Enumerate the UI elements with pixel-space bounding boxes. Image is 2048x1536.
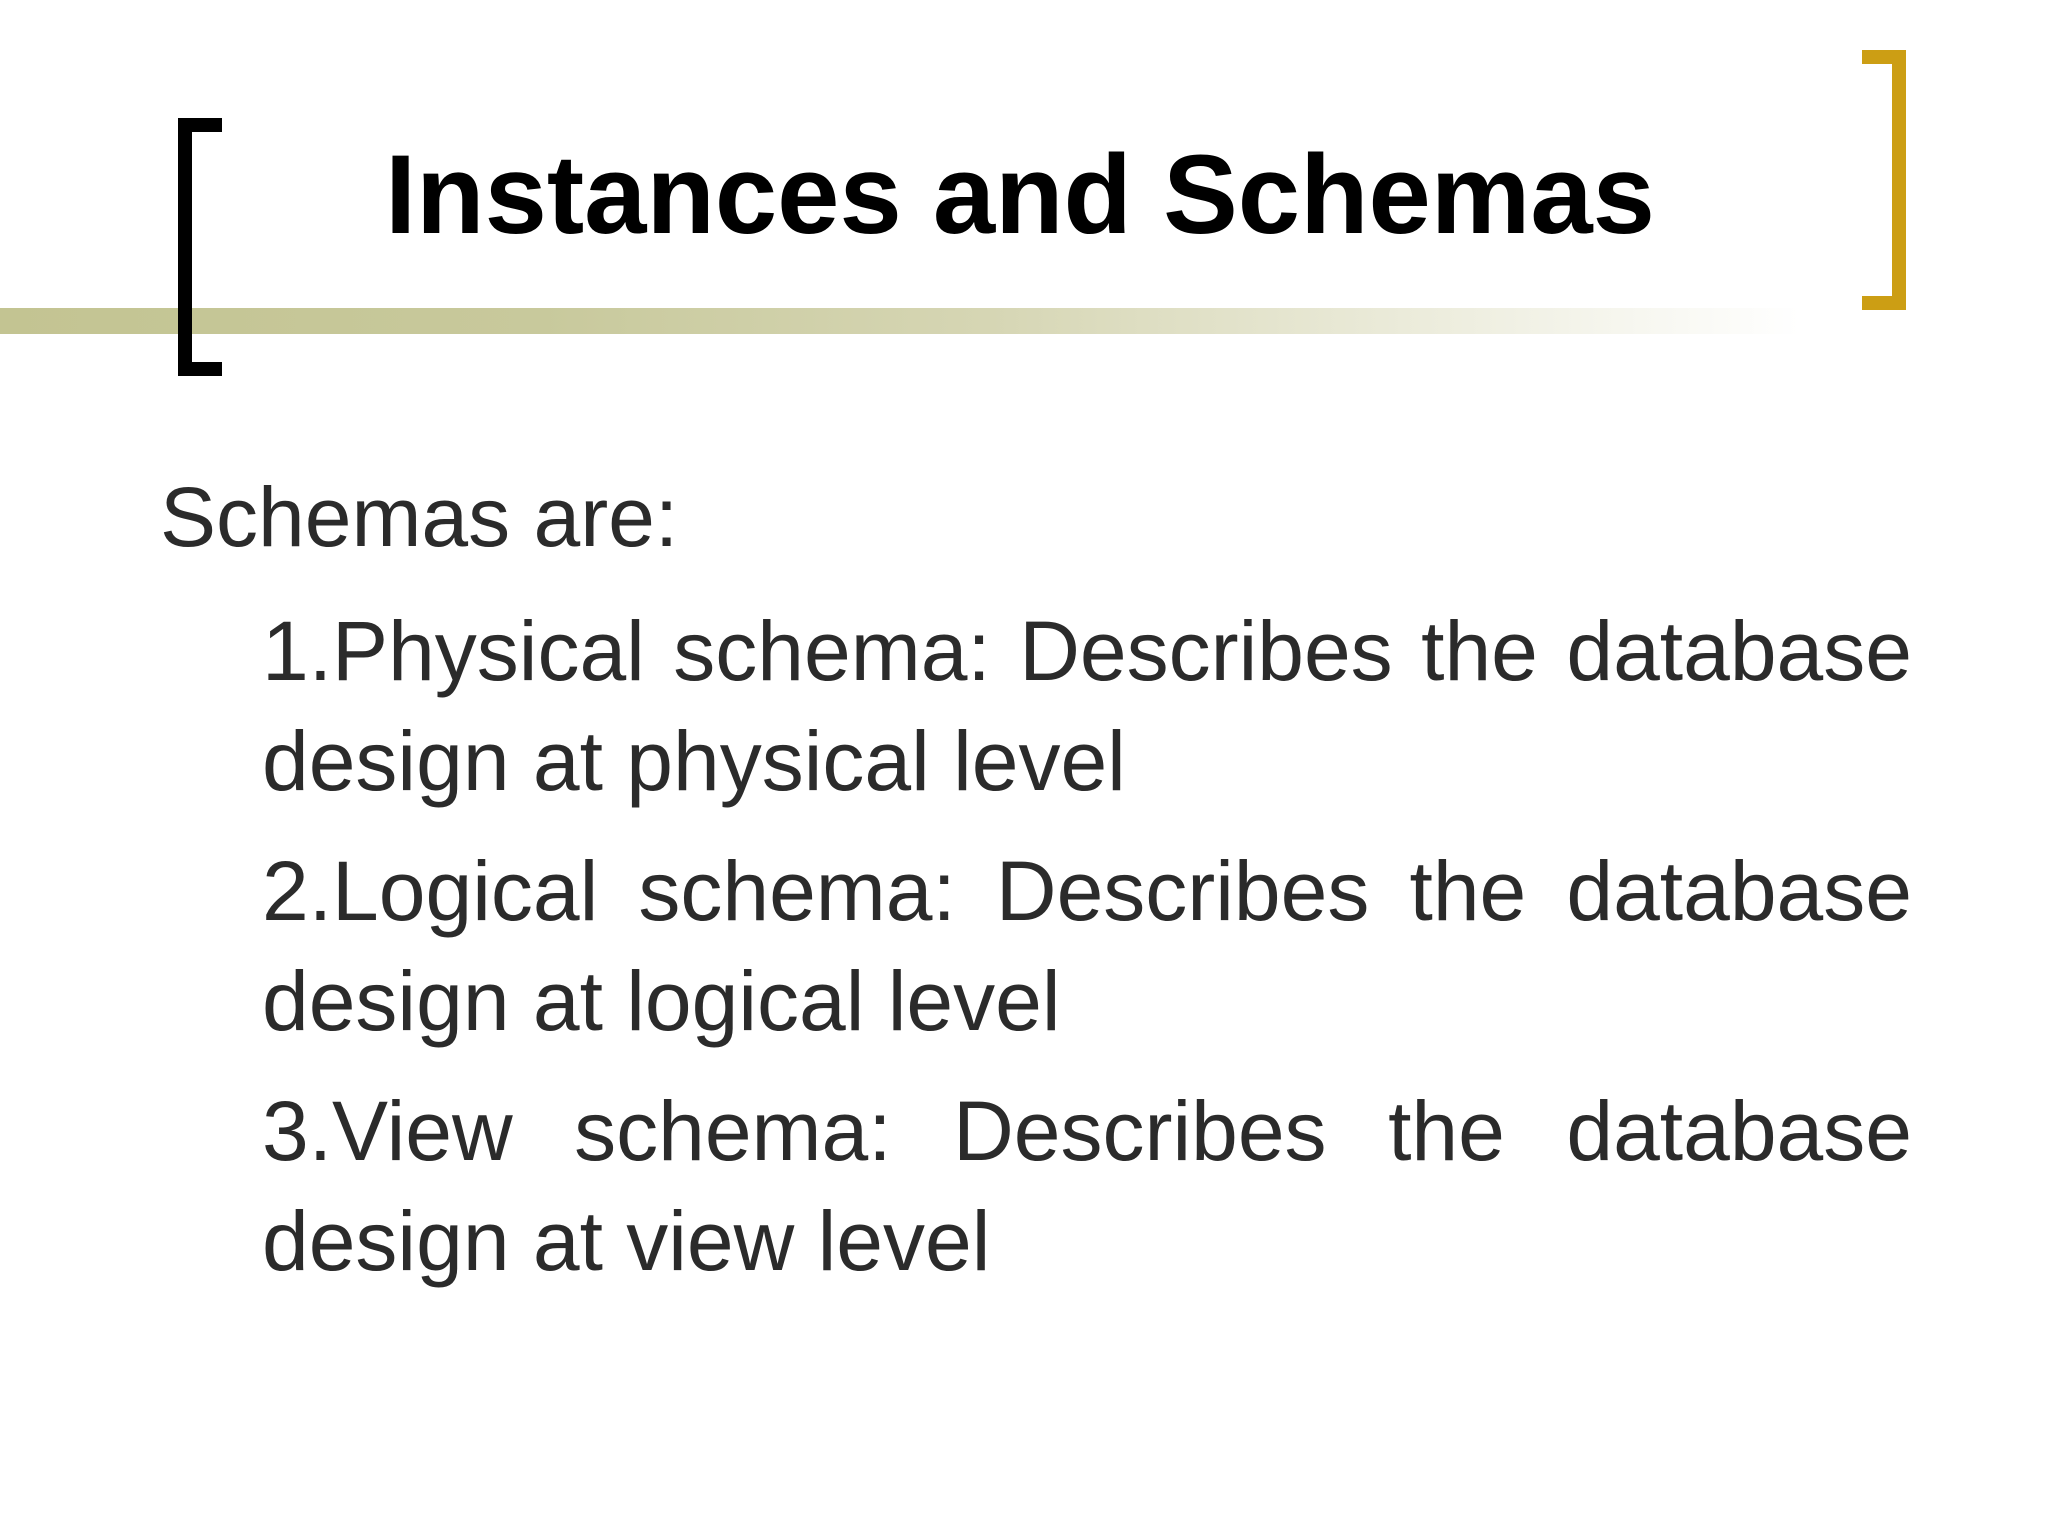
decorative-band [0,308,1800,334]
list-item-physical-schema: 1.Physical schema: Describes the database design at physical level [262,604,1912,808]
intro-text: Schemas are: [160,470,679,564]
list-item-view-schema: 3.View schema: Describes the database design at view level [262,1084,1912,1288]
schema-list [262,596,1912,1316]
list-item-logical-schema: 2.Logical schema: Describes the database design at logical level [262,844,1912,1048]
right-bracket-decoration [1862,50,1906,310]
left-bracket-decoration [178,118,222,376]
slide-title: Instances and Schemas [385,132,1655,257]
